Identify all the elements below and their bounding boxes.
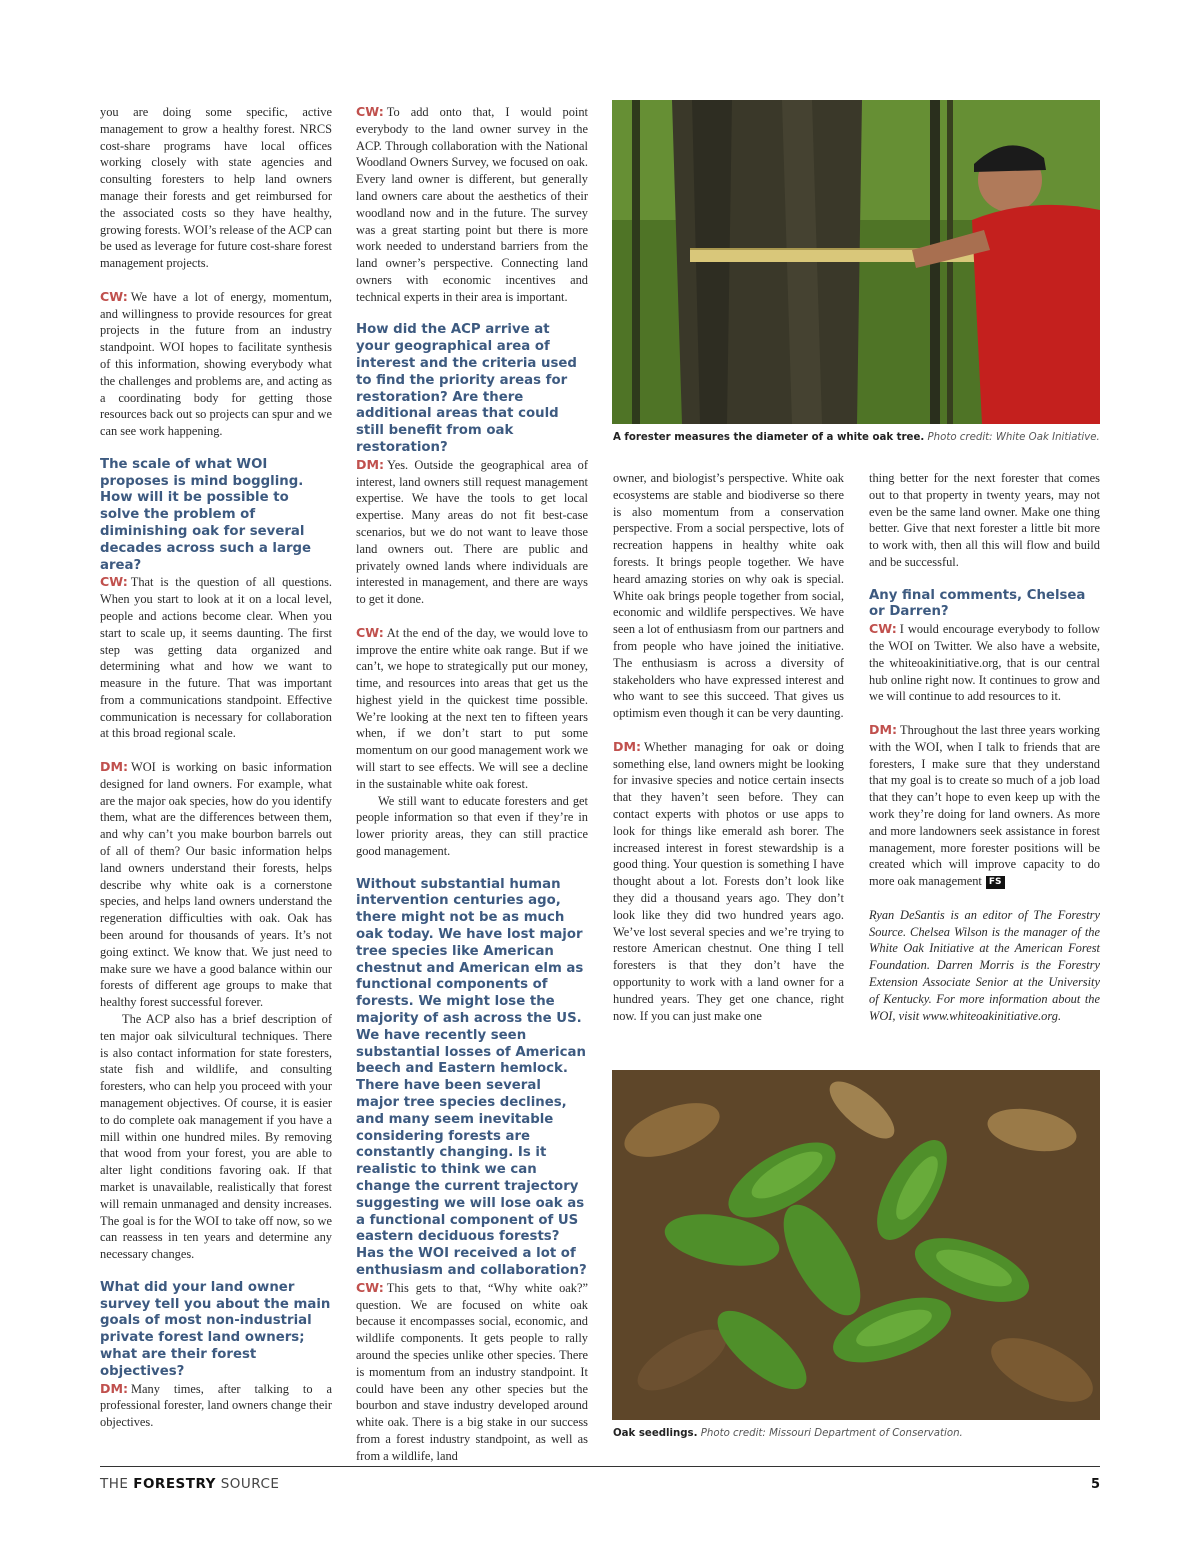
paragraph: CW: That is the question of all questions. When you start to look at it on a local level, people and actions become clear. When you start to scale up, it seems daunting. The first step was getting data organized and determining what and how we want to measure in the future. That was important from a communications standpoint. Effective communication is necessary for collaboration at this broad regional scale. (100, 574, 332, 741)
photo-credit: Photo credit: White Oak Initiative. (927, 432, 1100, 443)
photo1-caption (613, 432, 1103, 443)
photo2-caption (613, 1428, 1103, 1439)
interview-question: What did your land owner survey tell you about the main goals of most non-industrial private forest land owners; what are their forest objectives? (100, 1279, 331, 1379)
paragraph: you are doing some specific, active management to grow a healthy forest. NRCS cost-share programs have local offices working closely with state agencies and consulting foresters to help land owners manage their forests and get reimbursed for the associated costs so they have healthy, growing forests. WOI’s release of the ACP can be used as leverage for future cost-share forest management projects. (100, 105, 332, 271)
speaker-label: DM: (613, 738, 642, 754)
author-bio: Ryan DeSantis is an editor of The Forestry Source. Chelsea Wilson is the manager of the White Oak Initiative at the American Forest Foundation. Darren Morris is the Forestry Extension Associate Senior at the University of Kentucky. For more information about the WOI, visit www.whiteoakinitiative.org. (869, 907, 1100, 1023)
speaker-label: CW: (869, 621, 897, 637)
paragraph: DM: Whether managing for oak or doing something else, land owners might be looking for invasive species and notice certain insects that they haven’t seen before. They can contact experts with photos or use apps to look for things like emerald ash borer. The increased interest in forest stewardship is a good thing. Your question is something I have thought about a lot. Forests don’t look like they did a thousand years ago. They don’t look like they did two hundred years ago. We’ve lost several species and we’re trying to restore American chestnut. One thing I tell foresters is that they don’t have the opportunity to work with a land owner for a hundred years. They get one chance, right now. If you can just make one (613, 738, 844, 1023)
footer-rule (100, 1466, 1100, 1467)
article-column-2 (356, 104, 588, 1481)
speaker-label: DM: (356, 456, 385, 472)
article-column-4 (869, 470, 1100, 1041)
speaker-label: CW: (356, 104, 384, 119)
photo-illustration (612, 1070, 1100, 1420)
paragraph: DM: Throughout the last three years working with the WOI, when I talk to friends that are foresters, I make sure that they understand that my goal is to create so much of a job load that they can’t hope to even keep up with the work they’re doing for land owners. As more and more landowners seek assistance in forest management, more forester positions will be created which will improve capacity to do more oak management FS (869, 721, 1100, 889)
end-mark-icon: FS (986, 876, 1005, 889)
paragraph: CW: We have a lot of energy, momentum, and willingness to provide resources for great projects in the future from an industry standpoint. WOI hopes to facilitate synthesis of this information, showing everybody what the challenges and problems are, and acting as a coordinating body for getting those resources back out so projects can spur and we can see work happening. (100, 288, 332, 439)
paragraph: CW: This gets to that, “Why white oak?” question. We are focused on white oak because it encompasses social, economic, and wildlife components. It gets people to rally around the species unlike other species. There is momentum from an industry standpoint. It could have been any other species but the bourbon and stave industry developed around white oak. There is a big stake in our success from a forest industry standpoint, as well as from a wildlife, land (356, 1279, 588, 1463)
paragraph: The ACP also has a brief description of ten major oak silvicultural techniques. There is also contact information for state foresters, state fish and wildlife, and consulting foresters, who can help you proceed with your management objectives. Of course, it is easier to do complete oak management if you have a mill within one hundred miles. By removing that wood from your forest, you are able to alter light conditions favoring oak. If that market is unavailable, realistically that forest will remain unmanaged and density increases. The goal is for the WOI to take off now, so we can reassess in ten years and determine any necessary changes. (100, 1012, 332, 1262)
speaker-label: DM: (100, 759, 129, 775)
oak-seedlings-photo (612, 1070, 1100, 1420)
speaker-label: CW: (356, 1279, 384, 1295)
paragraph: CW: To add onto that, I would point everybody to the land owner survey in the ACP. Through collaboration with the National Woodland Owners Survey, we focused on oak. Every land owner is different, but generally land owners care about the aesthetics of their woodland now and in the future. The survey was a great starting point but there is more work needed to understand barriers from the land owner’s perspective. Connecting land owners with economic incentives and technical experts in their area is important. (356, 104, 588, 304)
paragraph: DM: Yes. Outside the geographical area of interest, land owners still request management expertise. We have the tools to get local expertise. Many areas do not fit best-case scenarios, but we do not want to leave those land owners out. There are public and privately owned lands where individuals are interested in management, and there are ways to get it done. (356, 456, 588, 607)
forester-measuring-oak-photo (612, 100, 1100, 424)
publication-name: THE FORESTRY SOURCE (100, 1476, 280, 1492)
speaker-label: CW: (100, 574, 128, 590)
page-number: 5 (1090, 1477, 1100, 1492)
paragraph: CW: I would encourage everybody to follow the WOI on Twitter. We also have a website, the whiteoakinitiative.org, that is our central hub online right now. It continues to grow and we will continue to add resources to it. (869, 621, 1100, 704)
article-column-1 (100, 104, 332, 1448)
paragraph: We still want to educate foresters and get people information so that even if they’re in lower priority areas, they can still practice good management. (356, 793, 588, 859)
interview-question: The scale of what WOI proposes is mind boggling. How will it be possible to solve the problem of diminishing oak for several decades across such a large area? (100, 456, 312, 573)
interview-question: How did the ACP arrive at your geographical area of interest and the criteria used to find the priority areas for restoration? Are there additional areas that could still benefit from oak restoration? (356, 322, 577, 455)
caption-text: Oak seedlings. (613, 1428, 698, 1439)
speaker-label: DM: (869, 721, 898, 737)
speaker-label: CW: (100, 288, 128, 304)
paragraph: DM: Many times, after talking to a professional forester, land owners change their objectives. (100, 1380, 332, 1430)
speaker-label: DM: (100, 1380, 129, 1396)
photo-illustration (612, 100, 1100, 424)
paragraph: thing better for the next forester that comes out to that property in twenty years, may not even be the same land owner. Make one thing better. Give that next forester a little bit more to work with, then all this will flow and build and be successful. (869, 471, 1100, 569)
photo-credit: Photo credit: Missouri Department of Conservation. (700, 1428, 963, 1439)
interview-question: Without substantial human intervention centuries ago, there might not be as much oak today. We have lost major tree species like American chestnut and American elm as functional components of forests. We might lose the majority of ash across the US. We have recently seen substantial losses of American beech and Eastern hemlock. There have been several major tree species declines, and many seem inevitable considering forests are constantly changing. Is it realistic to think we can change the current trajectory suggesting we will lose oak as a functional component of US eastern deciduous forests? Has the WOI received a lot of enthusiasm and collaboration? (356, 876, 587, 1278)
article-column-3 (613, 470, 844, 1041)
paragraph: owner, and biologist’s perspective. White oak ecosystems are stable and biodiverse so there is also momentum from a conservation perspective. From a social perspective, lots of recreation happens in healthy white oak forests. It brings people together. We have heard amazing stories on why oak is special. White oak brings people together from social, economic and wildlife perspectives. We have seen a lot of enthusiasm from our partners and from people who have joined the initiative. The enthusiasm is across a diversity of stakeholders who have expressed interest and who want to see this succeed. That gives us optimism even though it can be very daunting. (613, 471, 844, 721)
paragraph: DM: WOI is working on basic information designed for land owners. For example, what are the major oak species, how do you identify them, what are the differences between them, and why can’t you make bourbon barrels out of all of them? Our basic information helps land owners understand their forests, helps describe why white oak is a cornerstone species, and helps land owners understand the regeneration difficulties with oak. Oak has been around for thousands of years. It’s not going extinct. We know that. We just need to make sure we have a good balance within our forests of different age groups to make that healthy forest successful forever. (100, 759, 332, 1010)
paragraph: CW: At the end of the day, we would love to improve the entire white oak range. But if we can’t, we hope to strategically put our money, time, and resources into areas that get us the highest yield in the quickest time possible. We’re looking at the next ten to fifteen years when, if we don’t start to put some momentum on our good management work we will start to see effects. We will see a decline in the sustainable white oak forest. (356, 624, 588, 791)
interview-question: Any final comments, Chelsea or Darren? (869, 587, 1086, 620)
speaker-label: CW: (356, 624, 384, 640)
caption-text: A forester measures the diameter of a white oak tree. (613, 432, 925, 443)
